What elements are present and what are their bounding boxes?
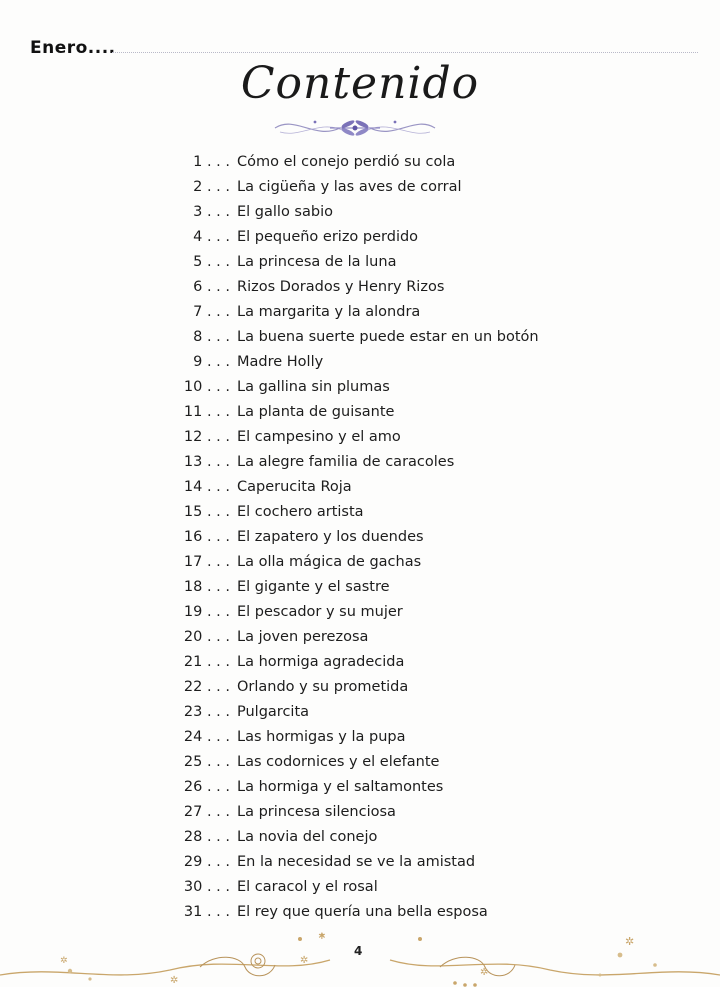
toc-row xyxy=(0,150,720,175)
toc-title: Orlando y su prometida xyxy=(237,679,409,695)
toc-number: 13 . . . xyxy=(183,454,230,470)
toc-row xyxy=(0,400,720,425)
page-title: Contenido xyxy=(240,58,480,109)
toc-title: El caracol y el rosal xyxy=(237,879,378,895)
toc-number: 14 . . . xyxy=(183,479,230,495)
toc-row xyxy=(0,650,720,675)
toc-title: Pulgarcita xyxy=(237,704,310,720)
toc-title: La planta de guisante xyxy=(237,404,395,420)
toc-title: Rizos Dorados y Henry Rizos xyxy=(237,279,445,295)
toc-row xyxy=(0,425,720,450)
toc-title: El pescador y su mujer xyxy=(237,604,403,620)
toc-row xyxy=(0,575,720,600)
toc-title: El gigante y el sastre xyxy=(237,579,390,595)
toc-row xyxy=(0,525,720,550)
toc-row xyxy=(0,875,720,900)
toc-number: 4 . . . xyxy=(193,229,230,245)
toc-title: La novia del conejo xyxy=(237,829,378,845)
toc-row xyxy=(0,225,720,250)
toc-title: El cochero artista xyxy=(237,504,364,520)
toc-number: 26 . . . xyxy=(183,779,230,795)
svg-text:✲: ✲ xyxy=(625,935,635,948)
toc-number: 5 . . . xyxy=(193,254,230,270)
toc-number: 9 . . . xyxy=(193,354,230,370)
toc-title: La gallina sin plumas xyxy=(237,379,390,395)
toc-row xyxy=(0,900,720,925)
toc-number: 2 . . . xyxy=(193,179,230,195)
svg-text:✲: ✲ xyxy=(480,967,489,978)
page-number: 4 xyxy=(354,944,363,958)
toc-title: La joven perezosa xyxy=(237,629,369,645)
toc-title: Cómo el conejo perdió su cola xyxy=(237,154,456,170)
toc-number: 30 . . . xyxy=(183,879,230,895)
toc-number: 8 . . . xyxy=(193,329,230,345)
toc-row xyxy=(0,775,720,800)
toc-number: 16 . . . xyxy=(183,529,230,545)
toc-row xyxy=(0,300,720,325)
toc-number: 27 . . . xyxy=(183,804,230,820)
toc-row xyxy=(0,450,720,475)
toc-title: El campesino y el amo xyxy=(237,429,401,445)
svg-text:✲: ✲ xyxy=(170,975,179,986)
toc-title: Caperucita Roja xyxy=(237,479,352,495)
toc-number: 28 . . . xyxy=(183,829,230,845)
svg-text:✲: ✲ xyxy=(318,932,326,942)
toc-row xyxy=(0,675,720,700)
toc-number: 24 . . . xyxy=(183,729,230,745)
toc-number: 25 . . . xyxy=(183,754,230,770)
header-dotted-rule xyxy=(112,52,698,53)
toc-number: 10 . . . xyxy=(183,379,230,395)
toc-title: La hormiga y el saltamontes xyxy=(237,779,444,795)
toc-number: 29 . . . xyxy=(183,854,230,870)
toc-row xyxy=(0,825,720,850)
toc-title: La olla mágica de gachas xyxy=(237,554,422,570)
toc-row xyxy=(0,725,720,750)
toc-title: El zapatero y los duendes xyxy=(237,529,424,545)
toc-title: La princesa de la luna xyxy=(237,254,397,270)
toc-title: La buena suerte puede estar en un botón xyxy=(237,329,539,345)
toc-row xyxy=(0,550,720,575)
toc-row xyxy=(0,700,720,725)
toc-number: 19 . . . xyxy=(183,604,230,620)
toc-number: 17 . . . xyxy=(183,554,230,570)
toc-row xyxy=(0,500,720,525)
toc-row xyxy=(0,625,720,650)
toc-title: La cigüeña y las aves de corral xyxy=(237,179,462,195)
svg-text:✲: ✲ xyxy=(300,955,309,966)
toc-number: 6 . . . xyxy=(193,279,230,295)
toc-number: 23 . . . xyxy=(183,704,230,720)
toc-title: Madre Holly xyxy=(237,354,324,370)
toc-title: La margarita y la alondra xyxy=(237,304,421,320)
toc-row xyxy=(0,600,720,625)
toc-number: 3 . . . xyxy=(193,204,230,220)
toc-row xyxy=(0,175,720,200)
toc-title: Las hormigas y la pupa xyxy=(237,729,406,745)
toc-number: 7 . . . xyxy=(193,304,230,320)
toc-title: La hormiga agradecida xyxy=(237,654,405,670)
toc-row xyxy=(0,200,720,225)
toc-number: 18 . . . xyxy=(183,579,230,595)
toc-title: El rey que quería una bella esposa xyxy=(237,904,488,920)
toc-row xyxy=(0,250,720,275)
toc-number: 21 . . . xyxy=(183,654,230,670)
toc-row xyxy=(0,275,720,300)
toc-row xyxy=(0,850,720,875)
toc-number: 31 . . . xyxy=(183,904,230,920)
svg-text:✲: ✲ xyxy=(60,956,68,966)
title-flourish-ornament xyxy=(270,110,440,146)
toc-title: Las codornices y el elefante xyxy=(237,754,440,770)
toc-row xyxy=(0,475,720,500)
toc-title: La alegre familia de caracoles xyxy=(237,454,455,470)
toc-title: En la necesidad se ve la amistad xyxy=(237,854,476,870)
month-header: Enero.... xyxy=(30,38,116,58)
toc-row xyxy=(0,800,720,825)
toc-title: El gallo sabio xyxy=(237,204,333,220)
toc-number: 20 . . . xyxy=(183,629,230,645)
toc-row xyxy=(0,375,720,400)
toc-row xyxy=(0,325,720,350)
toc-number: 22 . . . xyxy=(183,679,230,695)
toc-number: 11 . . . xyxy=(183,404,230,420)
toc-title: La princesa silenciosa xyxy=(237,804,396,820)
toc-title: El pequeño erizo perdido xyxy=(237,229,419,245)
toc-number: 12 . . . xyxy=(183,429,230,445)
toc-row xyxy=(0,350,720,375)
toc-row xyxy=(0,750,720,775)
toc-number: 15 . . . xyxy=(183,504,230,520)
toc-number: 1 . . . xyxy=(193,154,230,170)
